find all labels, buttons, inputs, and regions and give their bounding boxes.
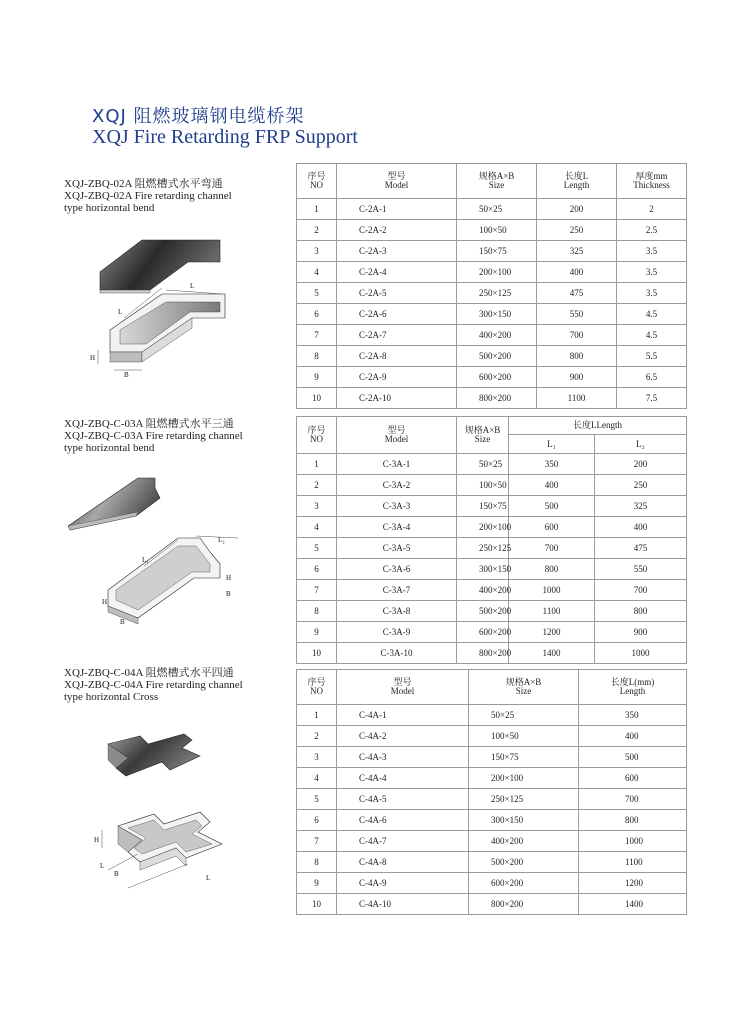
header-cell: 厚度mm Thickness	[617, 164, 687, 199]
table-cell: 150×75	[457, 496, 509, 517]
table-cell: 1	[297, 705, 337, 726]
table-cell: 6	[297, 559, 337, 580]
header-cell: L₂	[595, 435, 687, 454]
table-cell: 475	[537, 283, 617, 304]
table-cell: 550	[537, 304, 617, 325]
table-cell: 1000	[579, 831, 687, 852]
table-cell: 600	[509, 517, 595, 538]
table-row	[297, 831, 687, 852]
dim-label: B	[124, 371, 129, 377]
table-cell: 100×50	[457, 220, 537, 241]
table-cell: 7.5	[617, 388, 687, 409]
table-cell: 8	[297, 852, 337, 873]
table-cell: 3	[297, 241, 337, 262]
table-cell: 200	[537, 199, 617, 220]
table-cell: 150×75	[457, 241, 537, 262]
table-cell: 900	[537, 367, 617, 388]
table-cell: 6	[297, 304, 337, 325]
header-cell: 长度L(mm) Length	[579, 670, 687, 705]
table-cell: 500	[579, 747, 687, 768]
table-cell: 150×75	[469, 747, 579, 768]
table-cell: 10	[297, 894, 337, 915]
table-cell: C-4A-2	[337, 726, 469, 747]
table-cell: 800×200	[469, 894, 579, 915]
table-cell: 550	[595, 559, 687, 580]
caption-line: type horizontal bend	[64, 202, 155, 214]
caption-cross	[64, 667, 243, 703]
table-cell: 200×100	[457, 262, 537, 283]
dim-label: L	[118, 308, 123, 316]
table-cell: C-3A-10	[337, 643, 457, 664]
table-cell: 300×150	[457, 559, 509, 580]
table-cell: 250	[595, 475, 687, 496]
caption-line: XQJ-ZBQ-C-03A Fire retarding channel	[64, 430, 243, 442]
table-cell: C-3A-3	[337, 496, 457, 517]
table-cell: C-2A-4	[337, 262, 457, 283]
table-cell: 3.5	[617, 262, 687, 283]
table-cell: 50×25	[469, 705, 579, 726]
table-row	[297, 747, 687, 768]
cross-illustration	[88, 730, 248, 905]
table-cell: 800	[537, 346, 617, 367]
table-cell: 3.5	[617, 283, 687, 304]
table-cell: 250×125	[469, 789, 579, 810]
table-cell: 400	[537, 262, 617, 283]
table-row	[297, 538, 687, 559]
table-cell: C-3A-4	[337, 517, 457, 538]
dim-label: H	[226, 574, 232, 582]
table-cell: C-4A-7	[337, 831, 469, 852]
table-cell: C-4A-8	[337, 852, 469, 873]
table-cell: 325	[595, 496, 687, 517]
table-cell: C-2A-10	[337, 388, 457, 409]
table-cell: 1100	[509, 601, 595, 622]
dim-label: B	[120, 618, 125, 626]
table-row	[297, 559, 687, 580]
table-cell: C-3A-6	[337, 559, 457, 580]
table-row	[297, 810, 687, 831]
table-cell: 475	[595, 538, 687, 559]
table-cell: 400×200	[457, 580, 509, 601]
table-cell: 200×100	[457, 517, 509, 538]
dim-label: H	[94, 836, 100, 844]
table-row	[297, 220, 687, 241]
table-cell: C-4A-4	[337, 768, 469, 789]
table-cell: 250×125	[457, 283, 537, 304]
table-cell: 4	[297, 262, 337, 283]
table-cell: 250×125	[457, 538, 509, 559]
table-cell: C-3A-8	[337, 601, 457, 622]
table-cell: 1200	[579, 873, 687, 894]
table-cell: 3	[297, 496, 337, 517]
table-cell: C-3A-2	[337, 475, 457, 496]
table-cell: 325	[537, 241, 617, 262]
dim-label: L	[100, 862, 105, 870]
table-row	[297, 388, 687, 409]
table-cell: 9	[297, 873, 337, 894]
table-cell: 2	[617, 199, 687, 220]
dim-label: L₁	[142, 556, 149, 564]
table-cell: 350	[579, 705, 687, 726]
table-cell: C-2A-5	[337, 283, 457, 304]
caption-bend	[64, 178, 232, 214]
table-cell: 400	[579, 726, 687, 747]
table-cell: 900	[595, 622, 687, 643]
table-cell: C-3A-9	[337, 622, 457, 643]
dim-label: B	[114, 870, 119, 878]
table-cell: 10	[297, 643, 337, 664]
table-cell: 4.5	[617, 304, 687, 325]
table-cell: C-3A-5	[337, 538, 457, 559]
table-cell: 5.5	[617, 346, 687, 367]
table-cell: 6	[297, 810, 337, 831]
header-cell: 长度L Length	[537, 164, 617, 199]
caption-line: XQJ-ZBQ-02A Fire retarding channel	[64, 190, 232, 202]
table-cell: 500×200	[469, 852, 579, 873]
header-cell: 序号 NO	[297, 670, 337, 705]
header-cell: 序号 NO	[297, 417, 337, 454]
table-cell: C-4A-10	[337, 894, 469, 915]
table-cell: 8	[297, 601, 337, 622]
spec-table-tee	[296, 416, 687, 664]
caption-line: type horizontal bend	[64, 442, 155, 454]
caption-line: type horizontal Cross	[64, 691, 159, 703]
table-row	[297, 768, 687, 789]
table-row	[297, 789, 687, 810]
table-cell: 800×200	[457, 388, 537, 409]
table-row	[297, 475, 687, 496]
table-cell: C-4A-9	[337, 873, 469, 894]
page-title-cn: XQJ 阻燃玻璃钢电缆桥架	[92, 106, 305, 127]
table-cell: 4.5	[617, 325, 687, 346]
table-cell: 100×50	[457, 475, 509, 496]
table-row	[297, 517, 687, 538]
table-cell: 200×100	[469, 768, 579, 789]
table-cell: 250	[537, 220, 617, 241]
table-row	[297, 726, 687, 747]
table-row	[297, 622, 687, 643]
table-cell: 7	[297, 325, 337, 346]
caption-line: XQJ-ZBQ-02A 阻燃槽式水平弯通	[64, 178, 223, 190]
table-cell: C-4A-6	[337, 810, 469, 831]
table-cell: 2.5	[617, 220, 687, 241]
table-cell: 5	[297, 538, 337, 559]
table-cell: 1	[297, 199, 337, 220]
table-cell: 4	[297, 768, 337, 789]
caption-line: XQJ-ZBQ-C-04A 阻燃槽式水平四通	[64, 667, 234, 679]
table-cell: 600	[579, 768, 687, 789]
header-cell: 规格A×B Size	[469, 670, 579, 705]
table-cell: 1200	[509, 622, 595, 643]
dim-label: H	[102, 598, 108, 606]
header-cell: 规格A×B Size	[457, 164, 537, 199]
table-cell: 3.5	[617, 241, 687, 262]
table-cell: 500	[509, 496, 595, 517]
table-row	[297, 873, 687, 894]
table-cell: 1100	[537, 388, 617, 409]
table-cell: 1000	[509, 580, 595, 601]
table-cell: C-3A-7	[337, 580, 457, 601]
dim-label: L	[206, 874, 211, 882]
table-cell: 300×150	[469, 810, 579, 831]
table-cell: 50×25	[457, 199, 537, 220]
table-cell: 1400	[509, 643, 595, 664]
table-row	[297, 304, 687, 325]
table-cell: 1100	[579, 852, 687, 873]
table-cell: 10	[297, 388, 337, 409]
bend-illustration	[80, 222, 240, 377]
table-cell: 500×200	[457, 601, 509, 622]
table-cell: 400	[509, 475, 595, 496]
table-cell: 100×50	[469, 726, 579, 747]
table-cell: C-2A-2	[337, 220, 457, 241]
table-cell: 6.5	[617, 367, 687, 388]
table-row	[297, 367, 687, 388]
table-row	[297, 643, 687, 664]
dim-label: H	[90, 354, 96, 362]
table-row	[297, 580, 687, 601]
table-cell: C-4A-1	[337, 705, 469, 726]
table-cell: C-2A-8	[337, 346, 457, 367]
table-cell: C-2A-6	[337, 304, 457, 325]
table-row	[297, 283, 687, 304]
table-cell: 300×150	[457, 304, 537, 325]
table-row	[297, 241, 687, 262]
header-cell: 规格A×B Size	[457, 417, 509, 454]
table-row	[297, 852, 687, 873]
table-cell: C-2A-1	[337, 199, 457, 220]
table-cell: 9	[297, 367, 337, 388]
table-cell: 8	[297, 346, 337, 367]
table-cell: 500×200	[457, 346, 537, 367]
table-cell: 7	[297, 580, 337, 601]
table-row	[297, 601, 687, 622]
table-cell: 5	[297, 789, 337, 810]
table-cell: 600×200	[469, 873, 579, 894]
table-cell: 400×200	[469, 831, 579, 852]
table-row	[297, 894, 687, 915]
table-cell: 1	[297, 454, 337, 475]
table-cell: 800×200	[457, 643, 509, 664]
caption-tee	[64, 418, 243, 454]
table-cell: 9	[297, 622, 337, 643]
header-cell: 型号 Model	[337, 417, 457, 454]
caption-line: XQJ-ZBQ-C-03A 阻燃槽式水平三通	[64, 418, 234, 430]
header-cell: 序号 NO	[297, 164, 337, 199]
table-cell: 600×200	[457, 367, 537, 388]
table-cell: 400×200	[457, 325, 537, 346]
table-row	[297, 705, 687, 726]
table-row	[297, 496, 687, 517]
header-cell: L₁	[509, 435, 595, 454]
table-cell: 800	[579, 810, 687, 831]
table-cell: 1000	[595, 643, 687, 664]
table-cell: 1400	[579, 894, 687, 915]
table-row	[297, 262, 687, 283]
header-cell: 型号 Model	[337, 670, 469, 705]
table-cell: 700	[579, 789, 687, 810]
table-row	[297, 325, 687, 346]
table-row	[297, 346, 687, 367]
table-cell: 400	[595, 517, 687, 538]
table-cell: 200	[595, 454, 687, 475]
table-cell: C-2A-3	[337, 241, 457, 262]
caption-line: XQJ-ZBQ-C-04A Fire retarding channel	[64, 679, 243, 691]
table-cell: 50×25	[457, 454, 509, 475]
tee-illustration	[60, 468, 250, 628]
table-cell: 800	[509, 559, 595, 580]
table-cell: 3	[297, 747, 337, 768]
table-row	[297, 454, 687, 475]
table-cell: C-4A-3	[337, 747, 469, 768]
table-cell: 2	[297, 726, 337, 747]
table-cell: C-2A-9	[337, 367, 457, 388]
page-title-en: XQJ Fire Retarding FRP Support	[92, 126, 358, 148]
table-cell: 2	[297, 475, 337, 496]
dim-label: L	[190, 282, 195, 290]
dim-label: B	[226, 590, 231, 598]
table-cell: 7	[297, 831, 337, 852]
table-cell: C-4A-5	[337, 789, 469, 810]
table-cell: 800	[595, 601, 687, 622]
header-cell: 型号 Model	[337, 164, 457, 199]
table-cell: C-3A-1	[337, 454, 457, 475]
table-cell: 2	[297, 220, 337, 241]
spec-table-cross	[296, 669, 687, 915]
table-row	[297, 199, 687, 220]
table-cell: 700	[509, 538, 595, 559]
spec-table-bend	[296, 163, 687, 409]
table-cell: 600×200	[457, 622, 509, 643]
table-cell: C-2A-7	[337, 325, 457, 346]
dim-label: L₂	[218, 536, 225, 544]
table-cell: 350	[509, 454, 595, 475]
table-cell: 700	[595, 580, 687, 601]
header-cell: 长度LLength	[509, 417, 687, 435]
table-cell: 5	[297, 283, 337, 304]
table-cell: 700	[537, 325, 617, 346]
table-cell: 4	[297, 517, 337, 538]
